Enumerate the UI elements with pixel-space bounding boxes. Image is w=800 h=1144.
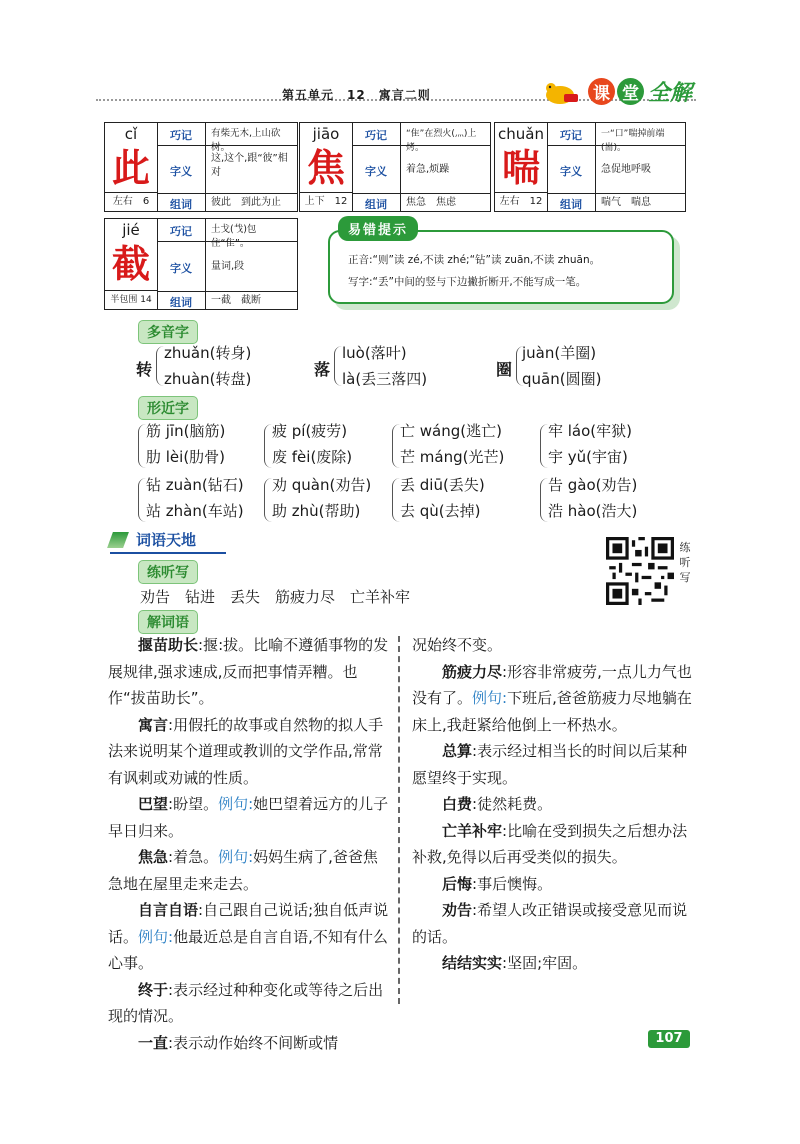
meaning-label: 字义 xyxy=(170,165,192,178)
definition-entry: 一直:表示动作始终不间断或情 xyxy=(138,1033,339,1052)
polyphone-item: quān(圆圈) xyxy=(522,370,602,388)
polyphone-char-zhuan: 转 xyxy=(136,360,153,379)
polyphone-item: juàn(羊圈) xyxy=(522,344,597,362)
meaning-text: 急促地呼吸 xyxy=(601,164,651,175)
tip-label: 巧记 xyxy=(560,129,582,142)
meaning-text: 这,这个,跟“彼”相对 xyxy=(211,153,288,178)
char-card-ci xyxy=(104,122,298,212)
definition-entry: 焦急:着急。例句:妈妈生病了,爸爸焦急地在屋里走来走去。 xyxy=(108,848,378,893)
card-structure: 左右 12 xyxy=(495,192,547,211)
similar-item: 告 gào(劝告) xyxy=(548,476,638,494)
card-character: 此 xyxy=(111,145,150,190)
left-definition-column xyxy=(108,632,390,1056)
tip-label: 巧记 xyxy=(365,129,387,142)
card-pinyin: jiāo xyxy=(312,125,340,143)
meaning-label: 字义 xyxy=(170,262,192,275)
page-number: 107 xyxy=(648,1030,690,1048)
explain-words-tag: 解词语 xyxy=(138,610,198,634)
brand-char-3: 全解 xyxy=(648,81,693,106)
tip-text: 一“口”喘掉前端(耑)。 xyxy=(601,129,665,153)
similar-item: 废 fèi(废除) xyxy=(272,448,353,466)
polyphone-item: luò(落叶) xyxy=(342,344,407,362)
tip-writing: 写字:“丢”中间的竖与下边撇折断开,不能写成一笔。 xyxy=(348,276,587,288)
tip-label: 巧记 xyxy=(170,225,192,238)
char-card-jie xyxy=(104,218,298,310)
similar-item: 丢 diū(丢失) xyxy=(400,476,485,494)
similar-item: 牢 láo(牢狱) xyxy=(548,422,633,440)
bear-mascot-icon xyxy=(540,80,582,104)
similar-item: 浩 hào(浩大) xyxy=(548,502,638,520)
char-card-chuan xyxy=(494,122,686,212)
tip-text: 土戈(𢦏)包住“隹”。 xyxy=(211,224,257,249)
brand-char-2: 堂 xyxy=(617,78,644,105)
polyphone-char-luo: 落 xyxy=(314,360,331,379)
column-divider xyxy=(398,636,400,1004)
words-section-title: 词语天地 xyxy=(110,528,218,552)
card-structure: 上下 12 xyxy=(300,192,352,211)
words-label: 组词 xyxy=(170,198,192,211)
brand-char-1: 课 xyxy=(588,78,615,105)
definition-entry: 自言自语:自己跟自己说话;独自低声说话。例句:他最近总是自言自语,不知有什么心事。 xyxy=(108,901,389,972)
error-tips-box xyxy=(328,230,674,304)
similar-item: 去 qù(去掉) xyxy=(400,502,481,520)
polyphone-item: zhuǎn(转身) xyxy=(164,344,252,362)
definition-entry: 巴望:盼望。例句:她巴望着远方的儿子早日归来。 xyxy=(108,795,389,840)
card-structure: 左右 6 xyxy=(105,192,157,211)
definition-entry: 终于:表示经过种种变化或等待之后出现的情况。 xyxy=(108,980,384,1025)
words-label: 组词 xyxy=(170,296,192,309)
tip-label: 巧记 xyxy=(170,129,192,142)
words-text: 焦急 焦虑 xyxy=(406,197,456,208)
similar-item: 助 zhù(帮助) xyxy=(272,502,361,520)
definition-continued: 况始终不变。 xyxy=(412,636,503,654)
meaning-text: 量词,段 xyxy=(211,261,245,272)
similar-item: 亡 wáng(逃亡) xyxy=(400,422,502,440)
definition-entry: 白费:徒然耗费。 xyxy=(442,795,553,813)
words-text: 彼此 到此为止 xyxy=(211,197,281,208)
qr-code-icon[interactable] xyxy=(606,537,674,605)
dictation-tag: 练听写 xyxy=(138,560,198,584)
dictation-words: 劝告 钻进 丢失 筋疲力尽 亡羊补牢 xyxy=(140,588,411,606)
similar-chars-tag: 形近字 xyxy=(138,396,198,420)
similar-item: 芒 máng(光芒) xyxy=(400,448,505,466)
polyphone-item: là(丢三落四) xyxy=(342,370,428,388)
card-pinyin: jié xyxy=(122,221,140,239)
tip-pronunciation: 正音:“则”读 zé,不读 zhé;“钻”读 zuān,不读 zhuān。 xyxy=(348,254,601,266)
polyphone-char-quan: 圈 xyxy=(496,360,513,379)
words-text: 一截 截断 xyxy=(211,295,261,306)
card-character: 截 xyxy=(111,241,150,286)
card-structure: 半包围 14 xyxy=(105,290,157,309)
tip-text: “隹”在烈火(灬)上烤。 xyxy=(406,129,477,153)
similar-item: 宇 yǔ(宇宙) xyxy=(548,448,628,466)
similar-item: 疲 pí(疲劳) xyxy=(272,422,348,440)
definition-entry: 寓言:用假托的故事或自然物的拟人手法来说明某个道理或教训的文学作品,常常有讽刺或劝诫的性质。 xyxy=(108,715,384,787)
error-tips-title: 易错提示 xyxy=(338,216,418,241)
words-label: 组词 xyxy=(560,198,582,211)
meaning-label: 字义 xyxy=(365,165,387,178)
words-section-rule xyxy=(110,552,226,554)
similar-item: 肋 lèi(肋骨) xyxy=(146,448,226,466)
card-pinyin: cǐ xyxy=(124,125,138,143)
page-header-title: 第五单元 12 寓言二则 xyxy=(282,88,431,102)
definition-entry: 劝告:希望人改正错误或接受意见而说的话。 xyxy=(412,901,688,946)
card-pinyin: chuǎn xyxy=(498,125,544,143)
words-label: 组词 xyxy=(365,198,387,211)
definition-entry: 亡羊补牢:比喻在受到损失之后想办法补救,免得以后再受类似的损失。 xyxy=(412,821,688,866)
polyphone-item: zhuàn(转盘) xyxy=(164,370,252,388)
tip-text: 有柴无木,上山砍树。 xyxy=(211,128,281,153)
meaning-label: 字义 xyxy=(560,165,582,178)
definition-entry: 筋疲力尽:形容非常疲劳,一点儿力气也没有了。例句:下班后,爸爸筋疲力尽地躺在床上,我赶紧给他倒上一杯热水。 xyxy=(412,662,692,734)
definition-entry: 后悔:事后懊悔。 xyxy=(442,874,553,893)
similar-item: 劝 quàn(劝告) xyxy=(272,476,372,494)
meaning-text: 着急,烦躁 xyxy=(406,164,450,175)
words-text: 喘气 喘息 xyxy=(601,197,651,208)
similar-item: 站 zhàn(车站) xyxy=(146,502,244,520)
card-character: 喘 xyxy=(501,145,540,190)
similar-item: 筋 jīn(脑筋) xyxy=(146,422,226,440)
brand-logo xyxy=(588,76,692,107)
char-card-jiao xyxy=(299,122,491,212)
definition-entry: 总算:表示经过相当长的时间以后某种愿望终于实现。 xyxy=(412,742,688,787)
card-character: 焦 xyxy=(306,145,345,190)
definition-entry: 结结实实:坚固;牢固。 xyxy=(442,954,588,972)
definition-entry: 揠苗助长:揠:拔。比喻不遵循事物的发展规律,强求速成,反而把事情弄糟。也作“拔苗助长”。 xyxy=(108,636,389,707)
similar-item: 钻 zuàn(钻石) xyxy=(146,476,244,494)
polyphone-tag: 多音字 xyxy=(138,320,198,344)
right-definition-column xyxy=(412,632,694,977)
qr-code-label: 练听写 xyxy=(679,541,691,584)
